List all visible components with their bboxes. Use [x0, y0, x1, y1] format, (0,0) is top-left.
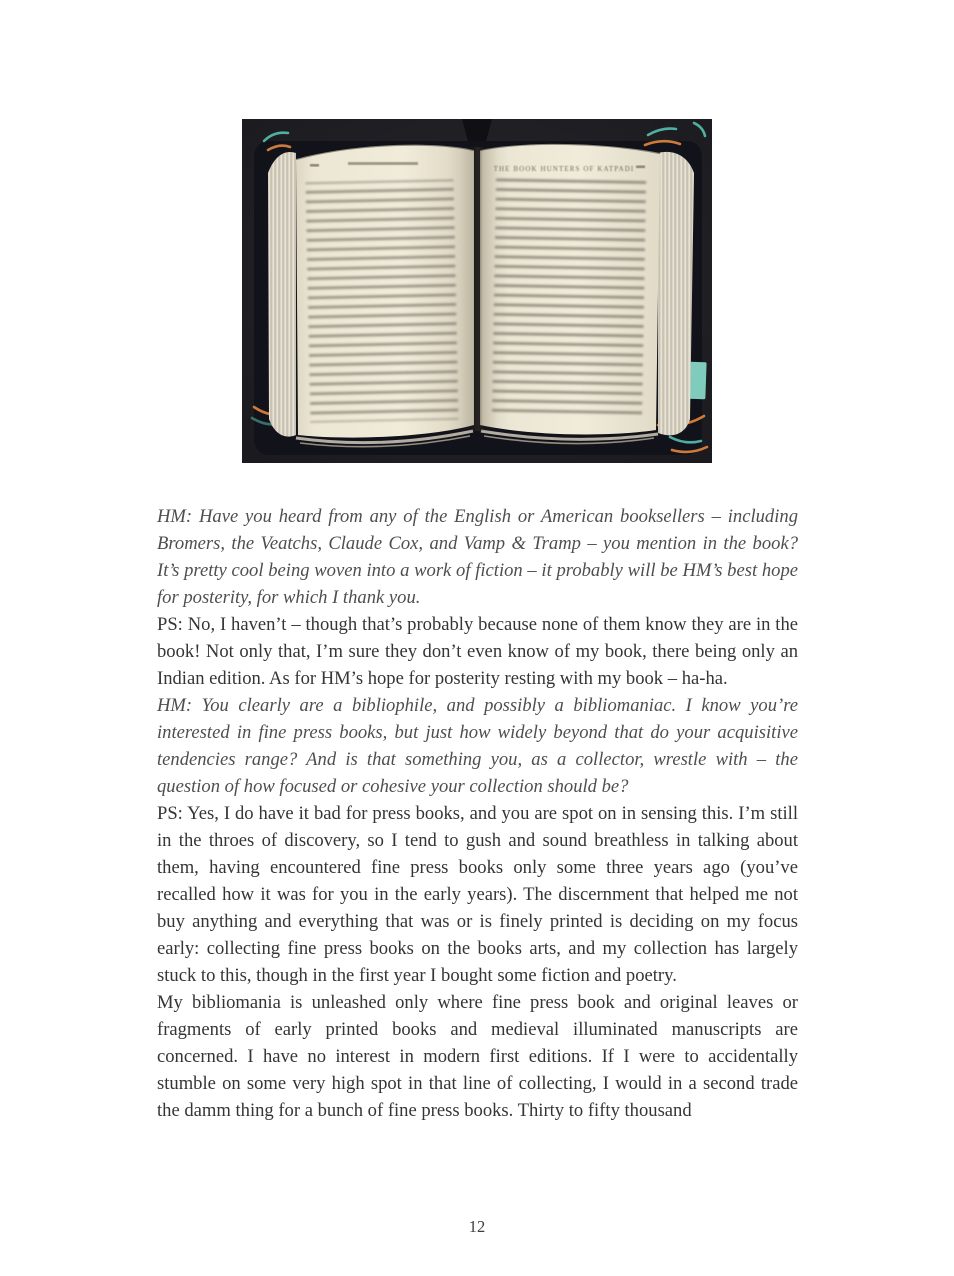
paragraph-ps-answer-2-continued: My bibliomania is unleashed only where fine press book and original leaves or fragments of early printed books and medieval illuminated manuscripts are concerned. I have no interest in modern first editions. If I were to accidentally stumble on some very high spot in that line of collecting, I would in a second trade the damm thing for a bunch of fine press books. Thirty to fifty thousand: [157, 992, 798, 1121]
paragraph-hm-question-1: HM: Have you heard from any of the English or American booksellers – including Bromers, the Veatchs, Claude Cox, and Vamp & Tramp – you mention in the book? It’s pretty cool being woven into a work of fiction – it probably will be HM’s best hope for posterity, for which I thank you.: [157, 506, 798, 608]
paragraph-hm-question-2: HM: You clearly are a bibliophile, and possibly a bibliomaniac. I know you’re interested in fine press books, but just how widely beyond that do your acquisitive tendencies range? And is that something you, as a collector, wrestle with – the question of how focused or cohesive your collection should be?: [157, 695, 798, 797]
left-fore-edge: [268, 152, 296, 437]
interview-text: [157, 503, 798, 1124]
open-book-photo: [242, 119, 712, 463]
paragraph-ps-answer-1: PS: No, I haven’t – though that’s probably because none of them know they are in the book! Not only that, I’m sure they don’t even know of my book, there being only an Indian edition. As for HM’s hope for posterity resting with my book – ha-ha.: [157, 614, 798, 689]
page-number: 12: [468, 1217, 486, 1236]
book-header-text: THE BOOK HUNTERS OF KATPADI: [493, 165, 635, 173]
right-page-print: [492, 165, 646, 418]
right-fore-edge: [658, 152, 694, 435]
paragraph-ps-answer-2: PS: Yes, I do have it bad for press books, and you are spot on in sensing this. I’m still in the throes of discovery, so I tend to gush and sound breathless in talking about them, having encountered fine press books only some three years ago (you’ve recalled how it was for you in the early years). The discernment that helped me not buy anything and everything that was or is finely printed is deciding on my focus early: collecting fine press books on the books arts, and my collection has largely stuck to this, though in the first year I bought some fiction and poetry.: [157, 803, 798, 986]
left-page-print: [306, 162, 459, 423]
